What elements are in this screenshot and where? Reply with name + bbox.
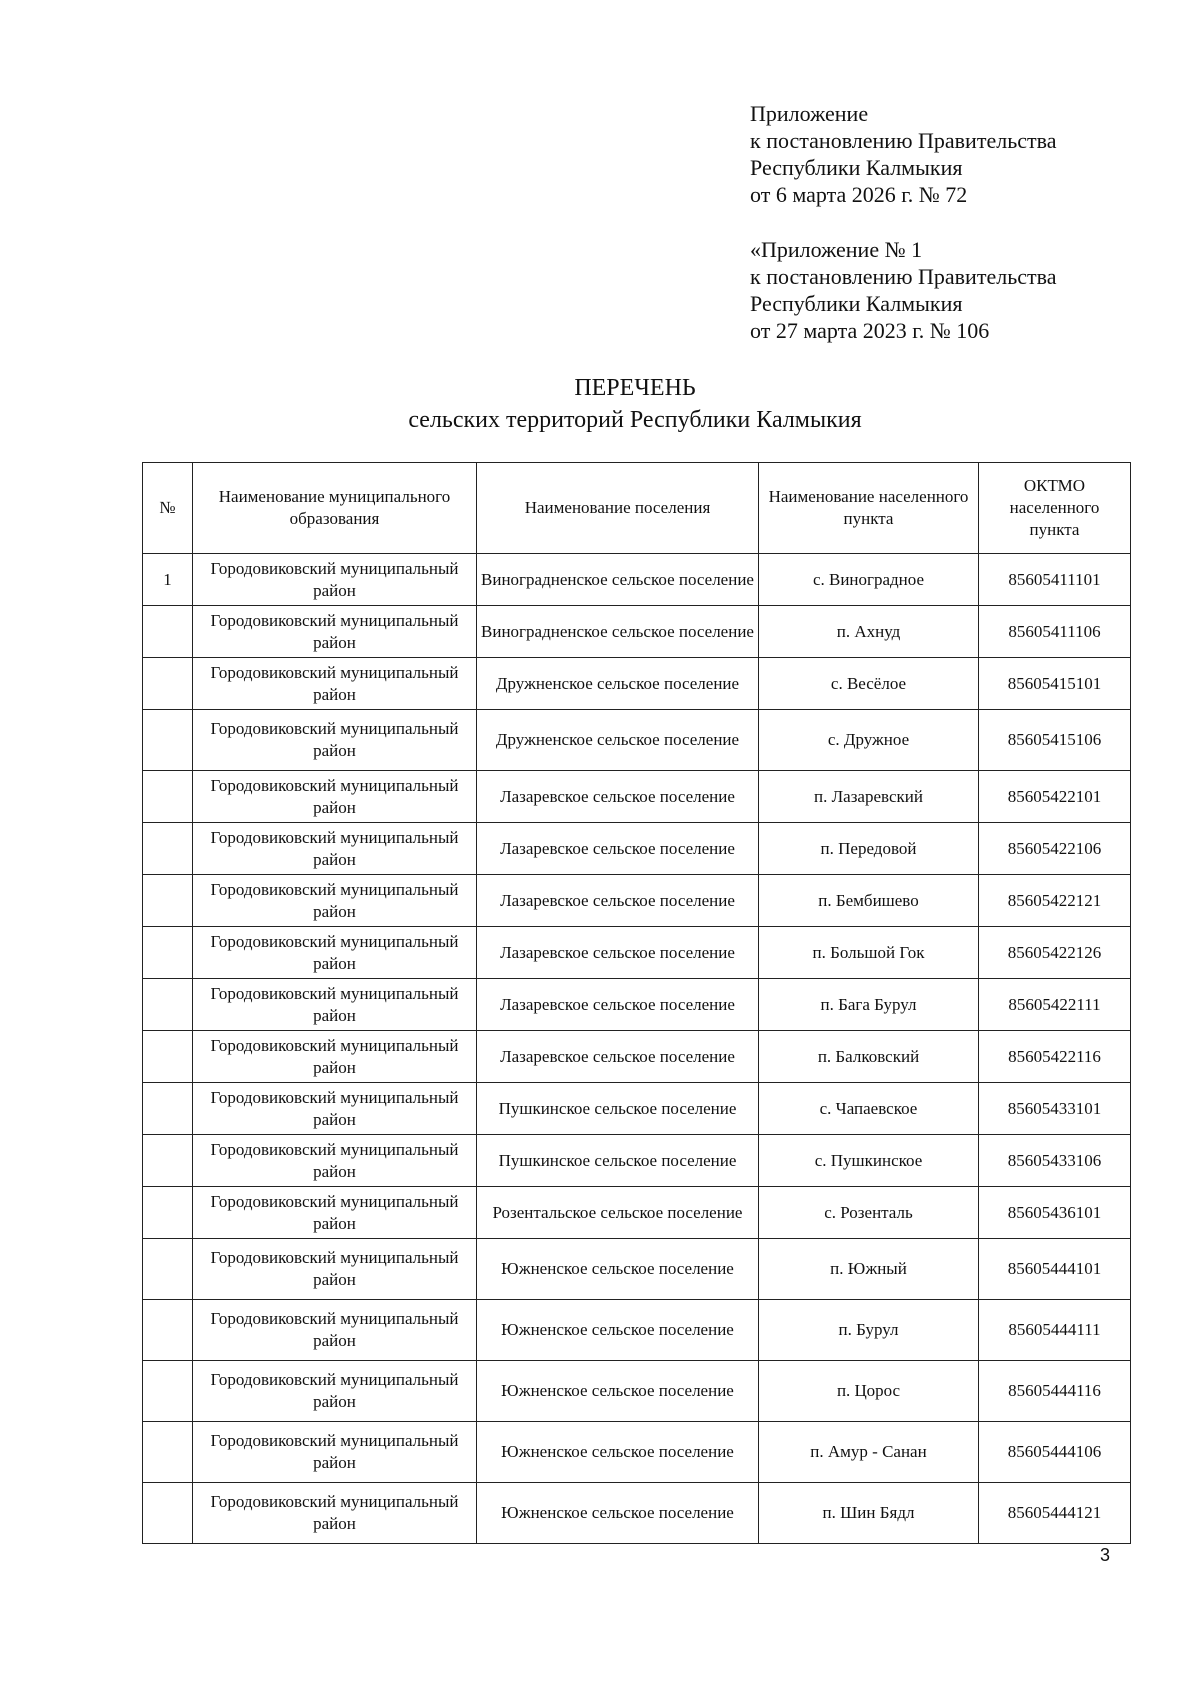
cell-num: [143, 606, 193, 658]
cell-municipality: Городовиковский муниципальный район: [193, 658, 477, 710]
cell-settlement: Розентальское сельское поселение: [477, 1187, 759, 1239]
cell-municipality: Городовиковский муниципальный район: [193, 554, 477, 606]
cell-locality: п. Бембишево: [759, 875, 979, 927]
table-row: [143, 1300, 1131, 1361]
cell-settlement: Дружненское сельское поселение: [477, 710, 759, 771]
cell-settlement: Виноградненское сельское поселение: [477, 554, 759, 606]
title-subtitle: сельских территорий Республики Калмыкия: [408, 407, 862, 433]
table-row: [143, 1239, 1131, 1300]
cell-oktmo: 85605422101: [979, 771, 1131, 823]
cell-num: [143, 1135, 193, 1187]
cell-municipality: Городовиковский муниципальный район: [193, 823, 477, 875]
cell-num: [143, 875, 193, 927]
cell-settlement: Лазаревское сельское поселение: [477, 771, 759, 823]
cell-oktmo: 85605433101: [979, 1083, 1131, 1135]
cell-municipality: Городовиковский муниципальный район: [193, 771, 477, 823]
table-body: [143, 554, 1131, 1544]
cell-municipality: Городовиковский муниципальный район: [193, 1300, 477, 1361]
cell-locality: с. Весёлое: [759, 658, 979, 710]
cell-oktmo: 85605422126: [979, 927, 1131, 979]
cell-municipality: Городовиковский муниципальный район: [193, 1422, 477, 1483]
document-title: [0, 372, 1200, 436]
rural-territories-table: [142, 462, 1131, 1544]
cell-locality: с. Дружное: [759, 710, 979, 771]
cell-num: [143, 1361, 193, 1422]
table-row: [143, 1135, 1131, 1187]
cell-settlement: Виноградненское сельское поселение: [477, 606, 759, 658]
cell-oktmo: 85605411101: [979, 554, 1131, 606]
column-header-number: №: [143, 463, 193, 554]
original-header-line: Республики Калмыкия: [750, 291, 963, 316]
cell-locality: с. Чапаевское: [759, 1083, 979, 1135]
cell-oktmo: 85605415106: [979, 710, 1131, 771]
cell-locality: п. Ахнуд: [759, 606, 979, 658]
table-row: [143, 875, 1131, 927]
table-row: [143, 1483, 1131, 1544]
cell-oktmo: 85605422116: [979, 1031, 1131, 1083]
cell-settlement: Южненское сельское поселение: [477, 1361, 759, 1422]
cell-settlement: Южненское сельское поселение: [477, 1483, 759, 1544]
appendix-header-line: от 6 марта 2026 г. № 72: [750, 182, 968, 207]
title-main: ПЕРЕЧЕНЬ: [574, 375, 696, 401]
cell-num: [143, 927, 193, 979]
table-header-row: [143, 463, 1131, 554]
cell-settlement: Лазаревское сельское поселение: [477, 823, 759, 875]
cell-municipality: Городовиковский муниципальный район: [193, 1187, 477, 1239]
table-row: [143, 710, 1131, 771]
table-row: [143, 927, 1131, 979]
cell-locality: п. Амур - Санан: [759, 1422, 979, 1483]
cell-municipality: Городовиковский муниципальный район: [193, 1239, 477, 1300]
table-row: [143, 771, 1131, 823]
column-header-locality: Наименование населенного пункта: [759, 463, 979, 554]
cell-settlement: Южненское сельское поселение: [477, 1422, 759, 1483]
cell-locality: п. Бага Бурул: [759, 979, 979, 1031]
cell-locality: п. Передовой: [759, 823, 979, 875]
cell-locality: п. Большой Гок: [759, 927, 979, 979]
cell-num: 1: [143, 554, 193, 606]
cell-oktmo: 85605415101: [979, 658, 1131, 710]
cell-oktmo: 85605444111: [979, 1300, 1131, 1361]
table-row: [143, 1361, 1131, 1422]
cell-settlement: Лазаревское сельское поселение: [477, 979, 759, 1031]
cell-num: [143, 1031, 193, 1083]
cell-municipality: Городовиковский муниципальный район: [193, 1031, 477, 1083]
cell-municipality: Городовиковский муниципальный район: [193, 927, 477, 979]
table-row: [143, 606, 1131, 658]
cell-num: [143, 823, 193, 875]
cell-municipality: Городовиковский муниципальный район: [193, 875, 477, 927]
cell-num: [143, 658, 193, 710]
cell-settlement: Лазаревское сельское поселение: [477, 1031, 759, 1083]
cell-municipality: Городовиковский муниципальный район: [193, 710, 477, 771]
cell-locality: п. Цорос: [759, 1361, 979, 1422]
cell-locality: п. Шин Бядл: [759, 1483, 979, 1544]
cell-num: [143, 1300, 193, 1361]
cell-num: [143, 979, 193, 1031]
cell-municipality: Городовиковский муниципальный район: [193, 1483, 477, 1544]
cell-locality: п. Бурул: [759, 1300, 979, 1361]
cell-settlement: Лазаревское сельское поселение: [477, 875, 759, 927]
page-number: 3: [1100, 1545, 1111, 1565]
cell-settlement: Лазаревское сельское поселение: [477, 927, 759, 979]
column-header-settlement: Наименование поселения: [477, 463, 759, 554]
cell-locality: с. Пушкинское: [759, 1135, 979, 1187]
cell-municipality: Городовиковский муниципальный район: [193, 979, 477, 1031]
cell-oktmo: 85605411106: [979, 606, 1131, 658]
original-header-line: «Приложение № 1: [750, 237, 923, 262]
cell-oktmo: 85605422121: [979, 875, 1131, 927]
appendix-header-line: Приложение: [750, 101, 869, 126]
cell-oktmo: 85605444106: [979, 1422, 1131, 1483]
cell-settlement: Пушкинское сельское поселение: [477, 1083, 759, 1135]
appendix-header-line: Республики Калмыкия: [750, 155, 963, 180]
appendix-header-line: к постановлению Правительства: [750, 128, 1057, 153]
table-row: [143, 1031, 1131, 1083]
appendix-header: [750, 100, 1170, 208]
cell-locality: п. Балковский: [759, 1031, 979, 1083]
cell-municipality: Городовиковский муниципальный район: [193, 606, 477, 658]
cell-num: [143, 1187, 193, 1239]
cell-num: [143, 710, 193, 771]
table-row: [143, 823, 1131, 875]
cell-oktmo: 85605422106: [979, 823, 1131, 875]
cell-num: [143, 1083, 193, 1135]
cell-settlement: Пушкинское сельское поселение: [477, 1135, 759, 1187]
cell-num: [143, 1239, 193, 1300]
original-appendix-header: [750, 236, 1170, 344]
original-header-line: к постановлению Правительства: [750, 264, 1057, 289]
table-row: [143, 979, 1131, 1031]
cell-num: [143, 1483, 193, 1544]
cell-municipality: Городовиковский муниципальный район: [193, 1083, 477, 1135]
cell-oktmo: 85605444116: [979, 1361, 1131, 1422]
cell-settlement: Южненское сельское поселение: [477, 1300, 759, 1361]
cell-num: [143, 1422, 193, 1483]
table-row: [143, 554, 1131, 606]
original-header-line: от 27 марта 2023 г. № 106: [750, 318, 990, 343]
cell-oktmo: 85605444121: [979, 1483, 1131, 1544]
cell-oktmo: 85605444101: [979, 1239, 1131, 1300]
cell-locality: с. Розенталь: [759, 1187, 979, 1239]
table-row: [143, 1422, 1131, 1483]
cell-oktmo: 85605422111: [979, 979, 1131, 1031]
table-row: [143, 1083, 1131, 1135]
cell-municipality: Городовиковский муниципальный район: [193, 1135, 477, 1187]
table-row: [143, 1187, 1131, 1239]
table-row: [143, 658, 1131, 710]
cell-num: [143, 771, 193, 823]
column-header-municipality: Наименование муниципального образования: [193, 463, 477, 554]
cell-locality: п. Лазаревский: [759, 771, 979, 823]
cell-oktmo: 85605433106: [979, 1135, 1131, 1187]
cell-settlement: Южненское сельское поселение: [477, 1239, 759, 1300]
cell-municipality: Городовиковский муниципальный район: [193, 1361, 477, 1422]
cell-settlement: Дружненское сельское поселение: [477, 658, 759, 710]
column-header-oktmo: ОКТМО населенного пункта: [979, 463, 1131, 554]
cell-locality: п. Южный: [759, 1239, 979, 1300]
cell-locality: с. Виноградное: [759, 554, 979, 606]
cell-oktmo: 85605436101: [979, 1187, 1131, 1239]
